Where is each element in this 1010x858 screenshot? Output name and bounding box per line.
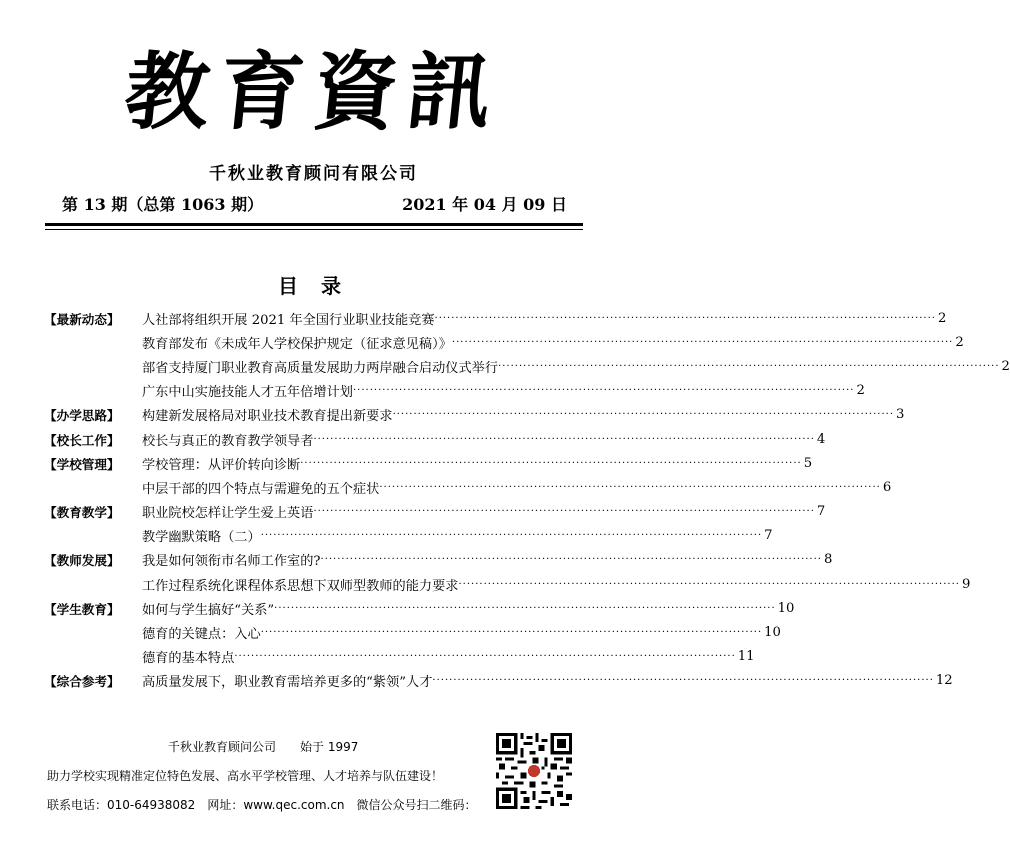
toc-entry[interactable] [44, 475, 892, 499]
company-name: 千秋业教育顾问有限公司 [209, 164, 418, 184]
toc-leader-dots: ························································································································ [353, 385, 855, 397]
toc-entry[interactable] [44, 524, 773, 548]
toc-leader-dots: ························································································································ [392, 409, 895, 421]
qr-code-icon[interactable] [496, 733, 572, 809]
toc-page-number: 10 [777, 600, 795, 616]
toc-heading: 目 录 [278, 274, 349, 298]
toc-title: 人社部将组织开展 2021 年全国行业职业技能竞赛 [142, 312, 435, 328]
toc-category: 【办学思路】 [44, 408, 120, 424]
toc-category: 【综合参考】 [44, 674, 120, 690]
toc-entry[interactable] [44, 596, 795, 620]
toc-entry[interactable] [44, 645, 755, 669]
toc-page-number: 10 [764, 625, 781, 641]
toc-title: 工作过程系统化课程体系思想下双师型教师的能力要求 [142, 578, 459, 594]
toc-page-number: 2 [856, 383, 865, 399]
toc-leader-dots: ························································································································ [234, 651, 736, 663]
toc-title: 教育部发布《未成年人学校保护规定（征求意见稿）》 [142, 336, 452, 352]
toc-leader-dots: ························································································································ [498, 360, 1000, 372]
toc-page-number: 2 [937, 310, 947, 326]
toc-title: 中层干部的四个特点与需避免的五个症状 [142, 481, 380, 497]
toc-entry[interactable] [44, 427, 826, 451]
toc-leader-dots: ························································································································ [260, 627, 763, 639]
toc-page-number: 7 [764, 528, 773, 544]
toc-entry[interactable] [44, 572, 971, 596]
toc-leader-dots: ························································································································ [300, 457, 802, 469]
toc-page-number: 12 [935, 673, 953, 689]
toc-title: 部省支持厦门职业教育高质量发展助力两岸融合启动仪式举行 [142, 360, 499, 376]
toc-category: 【教师发展】 [44, 553, 120, 569]
issue-date: 2021 年 04 月 09 日 [402, 195, 567, 214]
toc-leader-dots: ························································································································ [313, 506, 815, 518]
toc-page-number: 4 [816, 431, 826, 447]
masthead-title: 教育資訊 [120, 42, 507, 141]
toc-page-number: 9 [961, 576, 971, 592]
toc-page-number: 7 [816, 504, 826, 520]
header-rule-thin [45, 229, 583, 230]
toc-title: 我是如何领衔市名师工作室的? [142, 554, 321, 570]
toc-leader-dots: ························································································································ [320, 554, 822, 566]
toc-entry[interactable] [44, 451, 813, 475]
toc-title: 德育的关键点：入心 [142, 627, 261, 643]
toc-category: 【教育教学】 [44, 505, 120, 521]
footer-contact: 联系电话：010-64938082 网址：www.qec.com.cn 微信公众号扫二维码： [47, 798, 477, 812]
toc-page-number: 11 [737, 649, 755, 665]
toc-page-number: 2 [1001, 358, 1010, 374]
toc-leader-dots: ························································································································ [458, 578, 960, 590]
issue-number: 第 13 期（总第 1063 期） [62, 195, 264, 214]
toc-entry[interactable] [44, 548, 833, 572]
toc-entry[interactable] [44, 306, 947, 330]
header-rule-thick [45, 223, 583, 226]
toc-entry[interactable] [44, 354, 1010, 378]
toc-entry[interactable] [44, 500, 826, 524]
toc-title: 高质量发展下，职业教育需培养更多的“紫领”人才 [142, 675, 433, 691]
toc-title: 德育的基本特点 [142, 651, 235, 667]
toc-leader-dots: ························································································································ [451, 336, 954, 348]
toc-page-number: 8 [823, 552, 833, 568]
toc-leader-dots: ························································································································ [260, 530, 763, 542]
toc-entry[interactable] [44, 620, 781, 644]
toc-category: 【最新动态】 [44, 311, 120, 327]
toc-entry[interactable] [44, 669, 953, 693]
toc-title: 如何与学生搞好“关系” [142, 602, 275, 618]
toc-title: 学校管理：从评价转向诊断 [142, 457, 301, 473]
toc-leader-dots: ························································································································ [432, 675, 934, 687]
toc-leader-dots: ························································································································ [274, 602, 776, 614]
toc-leader-dots: ························································································································ [313, 433, 815, 445]
footer-company-line: 千秋业教育顾问公司 始于 1997 [168, 740, 359, 754]
toc-page-number: 2 [955, 334, 964, 350]
toc-page-number: 6 [882, 479, 892, 495]
toc-title: 职业院校怎样让学生爱上英语 [142, 506, 314, 522]
toc-entry[interactable] [44, 403, 905, 427]
toc-leader-dots: ························································································································ [379, 481, 881, 493]
table-of-contents [44, 306, 1010, 693]
toc-page-number: 3 [896, 407, 905, 423]
toc-title: 构建新发展格局对职业技术教育提出新要求 [142, 409, 393, 425]
toc-title: 校长与真正的教育教学领导者 [142, 433, 314, 449]
toc-title: 教学幽默策略（二） [142, 530, 261, 546]
toc-category: 【学校管理】 [44, 456, 120, 472]
footer-slogan: 助力学校实现精准定位特色发展、高水平学校管理、人才培养与队伍建设！ [47, 769, 444, 783]
toc-page-number: 5 [803, 455, 813, 471]
toc-leader-dots: ························································································································ [434, 312, 936, 324]
toc-entry[interactable] [44, 330, 964, 354]
toc-title: 广东中山实施技能人才五年倍增计划 [142, 385, 353, 401]
toc-category: 【校长工作】 [44, 432, 120, 448]
toc-category: 【学生教育】 [44, 601, 120, 617]
toc-entry[interactable] [44, 379, 865, 403]
